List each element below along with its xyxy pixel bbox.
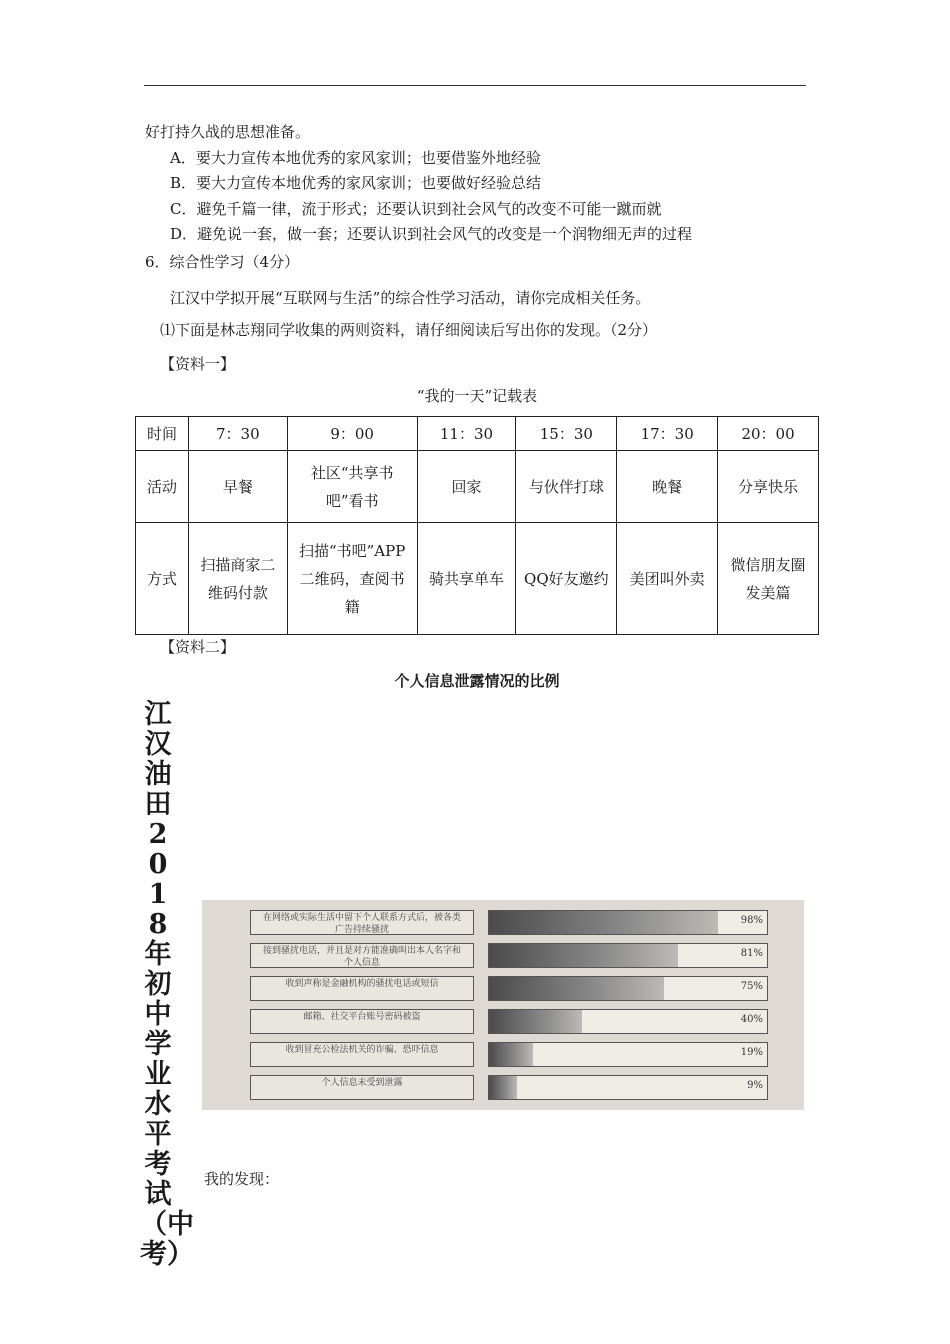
table-cell: 分享快乐: [718, 451, 819, 523]
table-cell: 骑共享单车: [417, 523, 516, 635]
table-header-cell: 7：30: [188, 417, 287, 451]
chart-bar-frame: [488, 943, 768, 968]
option-b: B．要大力宣传本地优秀的家风家训；也要做好经验总结: [170, 174, 542, 192]
chart-title: 个人信息泄露情况的比例: [394, 672, 560, 690]
chart-bar: [489, 1076, 517, 1099]
table-cell: 与伙伴打球: [516, 451, 617, 523]
chart-bar-row: [202, 1042, 804, 1069]
table-cell: 微信朋友圈发美篇: [718, 523, 819, 635]
chart-value-label: 75%: [740, 981, 763, 992]
chart-bar-row: [202, 1075, 804, 1102]
table-header-cell: 时间: [136, 417, 189, 451]
table-header-cell: 20：00: [718, 417, 819, 451]
chart-bar-row: [202, 943, 804, 970]
table-cell: 方式: [136, 523, 189, 635]
table-cell: 社区“共享书吧”看书: [287, 451, 417, 523]
task-1: ⑴下面是林志翔同学收集的两则资料，请仔细阅读后写出你的发现。（2分）: [160, 321, 658, 339]
chart-bar-row: [202, 910, 804, 937]
chart-bar: [489, 977, 664, 1000]
chart-bar: [489, 944, 678, 967]
chart-bar-frame: [488, 976, 768, 1001]
chart-value-label: 81%: [740, 948, 763, 959]
chart-bar-frame: [488, 1075, 768, 1100]
chart-value-label: 98%: [740, 915, 763, 926]
option-a: A．要大力宣传本地优秀的家风家训；也要借鉴外地经验: [170, 149, 541, 167]
chart-category-label: 收到冒充公检法机关的诈骗、恐吓信息: [250, 1042, 474, 1067]
chart-category-label: 个人信息未受到泄露: [250, 1075, 474, 1100]
chart-bar-row: [202, 1009, 804, 1036]
header-rule: [144, 85, 806, 86]
chart-category-label: 邮箱、社交平台账号密码被盗: [250, 1009, 474, 1034]
intro-paragraph: 江汉中学拟开展“互联网与生活”的综合性学习活动，请你完成相关任务。: [170, 289, 651, 307]
chart-bar: [489, 1010, 582, 1033]
chart-category-label: 收到声称是金融机构的骚扰电话或短信: [250, 976, 474, 1001]
table-cell: 晚餐: [617, 451, 718, 523]
chart-bar-frame: [488, 1009, 768, 1034]
chart-value-label: 9%: [747, 1080, 763, 1091]
chart-bar-row: [202, 976, 804, 1003]
table-title: “我的一天”记载表: [416, 387, 538, 405]
option-c: C．避免千篇一律，流于形式；还要认识到社会风气的改变不可能一蹴而就: [170, 200, 662, 218]
material-2-label: 【资料二】: [160, 638, 236, 656]
info-leak-chart-photo: [202, 900, 804, 1110]
finding-prompt: 我的发现：: [204, 1170, 280, 1188]
table-cell: 早餐: [188, 451, 287, 523]
table-header-cell: 17：30: [617, 417, 718, 451]
chart-category-label: 接到骚扰电话，并且是对方能准确叫出本人名字和个人信息: [250, 943, 474, 968]
chart-bar: [489, 1043, 533, 1066]
exam-side-title: 江汉油田2018年初中学业水平考试（中考）: [140, 699, 194, 1270]
table-cell: 美团叫外卖: [617, 523, 718, 635]
text-line: 好打持久战的思想准备。: [145, 123, 311, 141]
question-6-heading: 6．综合性学习（4分）: [145, 253, 300, 271]
chart-value-label: 19%: [740, 1047, 763, 1058]
table-header-cell: 15：30: [516, 417, 617, 451]
day-record-table: [135, 416, 819, 635]
table-cell: 扫描“书吧”APP二维码，查阅书籍: [287, 523, 417, 635]
chart-value-label: 40%: [740, 1014, 763, 1025]
table-header-cell: 9：00: [287, 417, 417, 451]
chart-bar-frame: [488, 910, 768, 935]
chart-bar-frame: [488, 1042, 768, 1067]
table-header-cell: 11：30: [417, 417, 516, 451]
table-cell: 活动: [136, 451, 189, 523]
option-d: D．避免说一套，做一套；还要认识到社会风气的改变是一个润物细无声的过程: [170, 225, 693, 243]
table-cell: 扫描商家二维码付款: [188, 523, 287, 635]
table-cell: 回家: [417, 451, 516, 523]
material-1-label: 【资料一】: [160, 355, 236, 373]
chart-category-label: 在网络或实际生活中留下个人联系方式后，被各类广告持续骚扰: [250, 910, 474, 935]
chart-bar: [489, 911, 718, 934]
table-cell: QQ好友邀约: [516, 523, 617, 635]
